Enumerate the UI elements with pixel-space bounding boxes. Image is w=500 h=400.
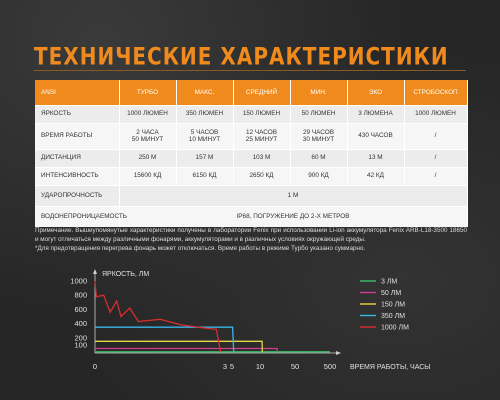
y-axis-arrow (93, 269, 97, 274)
x-tick-label: 0 (92, 362, 98, 371)
y-tick-label: 1000 (70, 276, 87, 286)
page-title: ТЕХНИЧЕСКИЕ ХАРАКТЕРИСТИКИ (34, 41, 449, 71)
table-cell: 150 ЛЮМЕН (233, 105, 290, 123)
table-cell: 1000 ЛЮМЕН (404, 105, 467, 123)
table-cell: / (404, 123, 467, 149)
x-tick-label: 500 (323, 362, 337, 371)
legend-label: 50 ЛМ (381, 290, 402, 297)
table-cell: 900 КД (290, 167, 347, 185)
cell-line: 10 МИНУТ (188, 136, 221, 143)
table-cell: 50 ЛЮМЕН (290, 105, 347, 123)
row-label: УДАРОПРОЧНОСТЬ (35, 185, 119, 206)
x-tick-label: 3 (222, 362, 228, 371)
header-turbo: ТУРБО (119, 80, 176, 105)
header-medium: СРЕДНИЙ (233, 80, 290, 105)
cell-line: 29 ЧАСОВ (303, 128, 334, 136)
table-cell: 103 М (233, 149, 290, 167)
table-header-row (35, 80, 467, 105)
x-axis-label: ВРЕМЯ РАБОТЫ, ЧАСЫ (350, 364, 431, 371)
y-tick-label: 200 (74, 333, 87, 343)
table-cell: / (404, 167, 467, 185)
table-row-distance (35, 149, 467, 167)
table-cell (119, 123, 176, 149)
cell-line: 12 ЧАСОВ (246, 128, 277, 136)
footnotes (35, 226, 467, 253)
table-cell (290, 123, 347, 149)
series-line (95, 341, 262, 352)
row-label: ИНТЕНСИВНОСТЬ (35, 167, 119, 185)
table-cell: 42 КД (347, 167, 404, 185)
table-cell: 430 ЧАСОВ (347, 123, 404, 149)
cell-line: 5 ЧАСОВ (190, 128, 219, 136)
x-tick-label: 5 (229, 362, 235, 371)
header-strobe: СТРОБОСКОП (404, 80, 467, 105)
x-tick-label: 10 (255, 362, 265, 371)
table-cell: 60 М (290, 149, 347, 167)
y-tick-label: 400 (74, 319, 87, 329)
header-eco: ЭКО (347, 80, 404, 105)
table-cell: 13 М (347, 149, 404, 167)
y-tick-label: 100 (74, 340, 87, 350)
table-row-runtime (35, 123, 467, 149)
legend-label: 350 ЛМ (381, 313, 406, 320)
runtime-chart (0, 260, 500, 400)
footnote-1: Примечание. Вышеупомянутые характеристики получены в лаборатории Fenix при использовании Li-ion аккумулятора Fenix ARB-L18-3500 18650 и могут отличаться между различными фонарями, аккумуляторами и в различных условиях окружающей среды. (35, 227, 467, 243)
footnote-2: *Для предотвращения перегрева фонарь может отключаться. Время работы в режиме Турбо указано суммарно. (35, 245, 366, 252)
header-ansi: ANSI (35, 80, 119, 105)
table-row-waterproof (35, 206, 467, 227)
table-cell: 3 ЛЮМЕНА (347, 105, 404, 123)
table-cell (233, 123, 290, 149)
cell-line: 30 МИНУТ (302, 136, 335, 143)
legend-label: 150 ЛМ (381, 301, 406, 309)
x-tick-label: 50 (290, 362, 300, 371)
header-min: МИН. (290, 80, 347, 105)
y-tick-label: 800 (74, 290, 87, 300)
legend-label: 1000 ЛМ (381, 324, 409, 332)
table-cell: 2650 КД (233, 167, 290, 185)
table-cell: 157 М (176, 149, 233, 167)
table-cell (176, 123, 233, 149)
table-row-impact (35, 185, 467, 206)
table-row-intensity (35, 167, 467, 185)
table-cell: 6150 КД (176, 167, 233, 185)
table-cell: 15600 КД (119, 167, 176, 185)
x-axis-arrow (336, 351, 341, 355)
cell-line: 2 ЧАСА (136, 128, 159, 136)
table-cell: / (404, 149, 467, 167)
table-cell-span: IP68, ПОГРУЖЕНИЕ ДО 2-Х МЕТРОВ (119, 206, 467, 227)
row-label: ДИСТАНЦИЯ (35, 149, 119, 167)
row-label: ВОДОНЕПРОНИЦАЕМОСТЬ (35, 206, 119, 227)
row-label: ЯРКОСТЬ (35, 105, 119, 123)
table-cell: 350 ЛЮМЕН (176, 105, 233, 123)
cell-line: 25 МИНУТ (245, 136, 278, 143)
table-cell: 250 М (119, 149, 176, 167)
specifications-table (35, 80, 468, 227)
legend-label: 3 ЛМ (381, 278, 398, 286)
table-cell-span: 1 М (119, 185, 467, 206)
header-max: МАКС. (176, 80, 233, 105)
cell-line: 50 МИНУТ (131, 136, 164, 143)
table-cell: 1000 ЛЮМЕН (119, 105, 176, 123)
row-label: ВРЕМЯ РАБОТЫ (35, 123, 119, 149)
table-row-brightness (35, 105, 467, 123)
title-underline (34, 70, 466, 71)
y-axis-label: ЯРКОСТЬ, ЛМ (102, 271, 150, 278)
y-tick-label: 600 (74, 304, 87, 314)
